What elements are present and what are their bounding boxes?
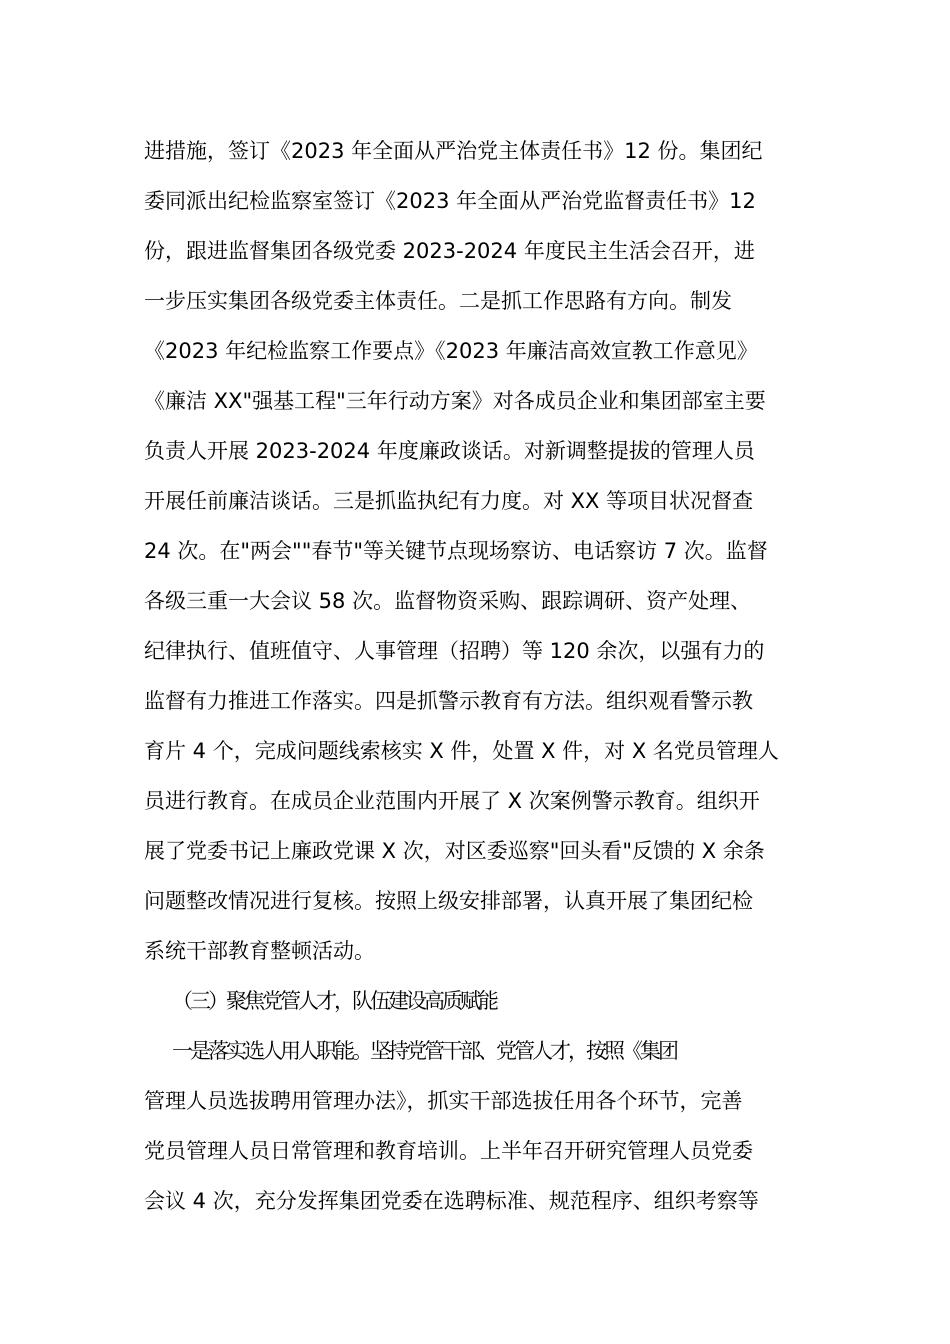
body-text-line: 一是落实选人用人职能。坚持党管干部、党管人才，按照《集团 bbox=[172, 1039, 676, 1063]
body-text-line: 各级三重一大会议 58 次。监督物资采购、跟踪调研、资产处理、 bbox=[144, 589, 752, 613]
body-text-line: 开展任前廉洁谈话。三是抓监执纪有力度。对 XX 等项目状况督查 bbox=[144, 489, 754, 513]
body-text-line: 份，跟进监督集团各级党委 2023-2024 年度民主生活会召开，进 bbox=[144, 239, 755, 263]
body-text-line: 育片 4 个，完成问题线索核实 X 件，处置 X 件，对 X 名党员管理人 bbox=[144, 739, 779, 763]
body-text-line: 进措施，签订《2023 年全面从严治党主体责任书》12 份。集团纪 bbox=[144, 139, 763, 163]
body-text-line: 展了党委书记上廉政党课 X 次，对区委巡察"回头看"反馈的 X 余条 bbox=[144, 839, 765, 863]
body-text-line: 管理人员选拔聘用管理办法》，抓实干部选拔任用各个环节，完善 bbox=[144, 1089, 743, 1113]
body-text-line: 委同派出纪检监察室签订《2023 年全面从严治党监督责任书》12 bbox=[144, 189, 756, 213]
body-text-line: 党员管理人员日常管理和教育培训。上半年召开研究管理人员党委 bbox=[144, 1139, 753, 1163]
body-text-line: 负责人开展 2023-2024 年度廉政谈话。对新调整提拔的管理人员 bbox=[144, 439, 755, 463]
section-heading: （三）聚焦党管人才，队伍建设高质赋能 bbox=[172, 989, 496, 1013]
body-text-line: 问题整改情况进行复核。按照上级安排部署，认真开展了集团纪检 bbox=[144, 889, 753, 913]
body-text-line: 24 次。在"两会""春节"等关键节点现场察访、电话察访 7 次。监督 bbox=[144, 539, 768, 563]
body-text-line: 《廉洁 XX"强基工程"三年行动方案》对各成员企业和集团部室主要 bbox=[144, 389, 766, 413]
body-text-line: 《2023 年纪检监察工作要点》《2023 年廉洁高效宣教工作意见》 bbox=[144, 339, 758, 363]
body-text-line: 纪律执行、值班值守、人事管理（招聘）等 120 余次，以强有力的 bbox=[144, 639, 765, 663]
body-text-line: 一步压实集团各级党委主体责任。二是抓工作思路有方向。制发 bbox=[144, 289, 732, 313]
body-text-line: 员进行教育。在成员企业范围内开展了 X 次案例警示教育。组织开 bbox=[144, 789, 760, 813]
body-text-line: 系统干部教育整顿活动。 bbox=[144, 939, 375, 963]
body-text-line: 会议 4 次，充分发挥集团党委在选聘标准、规范程序、组织考察等 bbox=[144, 1189, 759, 1213]
body-text-line: 监督有力推进工作落实。四是抓警示教育有方法。组织观看警示教 bbox=[144, 689, 753, 713]
